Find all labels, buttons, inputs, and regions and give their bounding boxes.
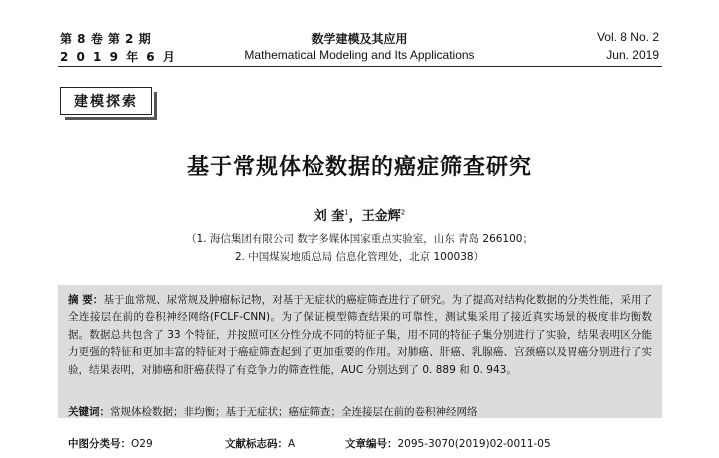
volume-number-en: Vol. 8 No. 2 <box>596 30 659 44</box>
author-2-affiliation-mark: 2 <box>400 208 406 217</box>
journal-name-en: Mathematical Modeling and Its Applications <box>244 48 475 62</box>
affiliation-2: 2. 中国煤炭地质总局 信息化管理处，北京 100038） <box>234 251 485 263</box>
affiliation-1: （1. 海信集团有限公司 数字多媒体国家重点实验室，山东 青岛 266100； <box>186 233 533 245</box>
article-number <box>345 436 551 451</box>
keywords-label: 关键词： <box>68 406 110 418</box>
abstract-text: 基于血常规、尿常规及肿瘤标记物，对基于无症状的癌症筛查进行了研究。为了提高对结构化数据的分类性能，采用了全连接层在前的卷积神经网络(FCLF-CNN)。为了保证模型筛查结果的可靠性，测试集采用了接近真实场景的极度非均衡数据。数据总共包含了 33 个特征，并按照可区分性分成不同的特征子集，用不同的特征子集分别进行了实验，结果表明区分能力更强的特征和更加丰富的特征对于癌症筛查起到了更加重要的作用。对肺癌、肝癌、乳腺癌、宫颈癌以及胃癌分别进行了实验，结果表明，对肺癌和肝癌获得了有竞争力的筛查性能，AUC 分别达到了 0. 889 和 0. 943。 <box>68 294 653 376</box>
author-1: 刘 奎 <box>313 209 345 224</box>
article-number-value: 2095-3070(2019)02-0011-05 <box>397 438 551 450</box>
column-label: 建模探索 <box>60 87 152 115</box>
author-line <box>0 205 719 224</box>
document-code-label: 文献标志码： <box>225 438 288 450</box>
volume-issue: 第 8 卷 第 2 期 <box>60 32 152 46</box>
keywords-text: 常规体检数据；非均衡；基于无症状；癌症筛查；全连接层在前的卷积神经网络 <box>110 406 478 418</box>
author-1-affiliation-mark: 1 <box>344 208 349 217</box>
document-code <box>225 436 295 451</box>
paper-title: 基于常规体检数据的癌症筛查研究 <box>186 155 532 180</box>
clc-label: 中图分类号： <box>68 438 131 450</box>
abstract-label: 摘 要： <box>68 294 104 306</box>
clc-value: O29 <box>131 438 153 450</box>
keywords <box>68 404 652 419</box>
publication-date: 2 0 1 9 年 6 月 <box>60 50 177 64</box>
author-separator: ， <box>348 209 362 224</box>
abstract <box>68 292 652 379</box>
month-year-en: Jun. 2019 <box>606 48 659 62</box>
article-number-label: 文章编号： <box>345 438 398 450</box>
document-code-value: A <box>288 438 296 450</box>
header-rule <box>58 66 662 67</box>
journal-name-cn: 数学建模及其应用 <box>311 32 408 46</box>
clc-number <box>68 436 153 451</box>
author-2: 王金辉 <box>361 209 401 224</box>
